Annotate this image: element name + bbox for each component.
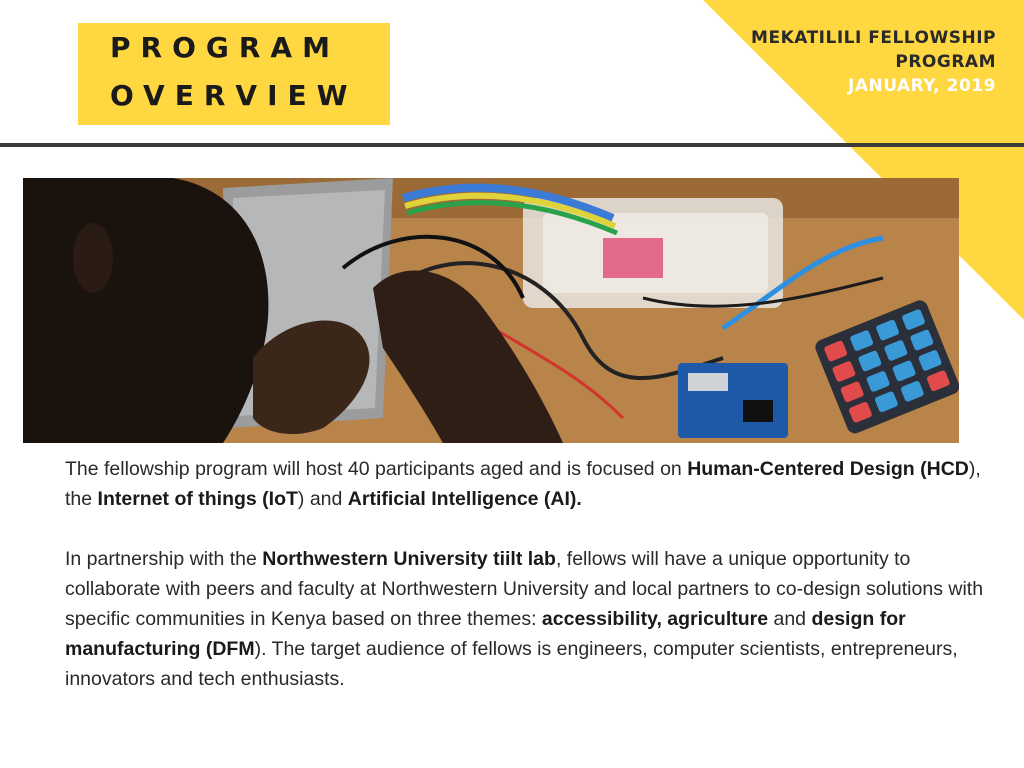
text: ), the xyxy=(65,458,981,510)
page-title-line2: OVERVIEW xyxy=(110,79,358,112)
text: ). The target audience of fellows is engineers, computer scientists, entrepreneurs, innovators and tech enthusiasts. xyxy=(65,638,958,690)
program-name-line1: MEKATILILI FELLOWSHIP xyxy=(751,28,996,48)
page-title-line1: PROGRAM xyxy=(110,31,340,64)
emphasis: accessibility, agriculture xyxy=(541,608,769,630)
emphasis: Human-Centered Design (HCD xyxy=(687,458,969,480)
workshop-photo xyxy=(23,178,959,443)
emphasis: Internet of things (IoT xyxy=(97,488,298,510)
text: , fellows will have a unique opportunity to collaborate with peers and faculty at Northwestern University and local partners to co-design solutions with specific communities in Kenya based on three themes: xyxy=(65,548,984,630)
text: The fellowship program will host 40 participants aged and is focused on xyxy=(65,458,688,480)
paragraph-partnership xyxy=(65,544,995,694)
program-date: JANUARY, 2019 xyxy=(848,76,996,96)
title-box xyxy=(78,23,390,125)
emphasis: Northwestern University tiilt lab xyxy=(262,548,556,570)
emphasis: design for manufacturing (DFM xyxy=(65,608,906,660)
emphasis: Artificial Intelligence (AI). xyxy=(347,488,582,510)
text: In partnership with the xyxy=(65,548,263,570)
program-name-line2: PROGRAM xyxy=(895,52,996,72)
text: ) and xyxy=(297,488,348,510)
header-divider xyxy=(0,143,1024,147)
paragraph-focus xyxy=(65,454,995,514)
program-header xyxy=(751,26,996,98)
text: and xyxy=(768,608,812,630)
overview-body xyxy=(65,454,995,724)
